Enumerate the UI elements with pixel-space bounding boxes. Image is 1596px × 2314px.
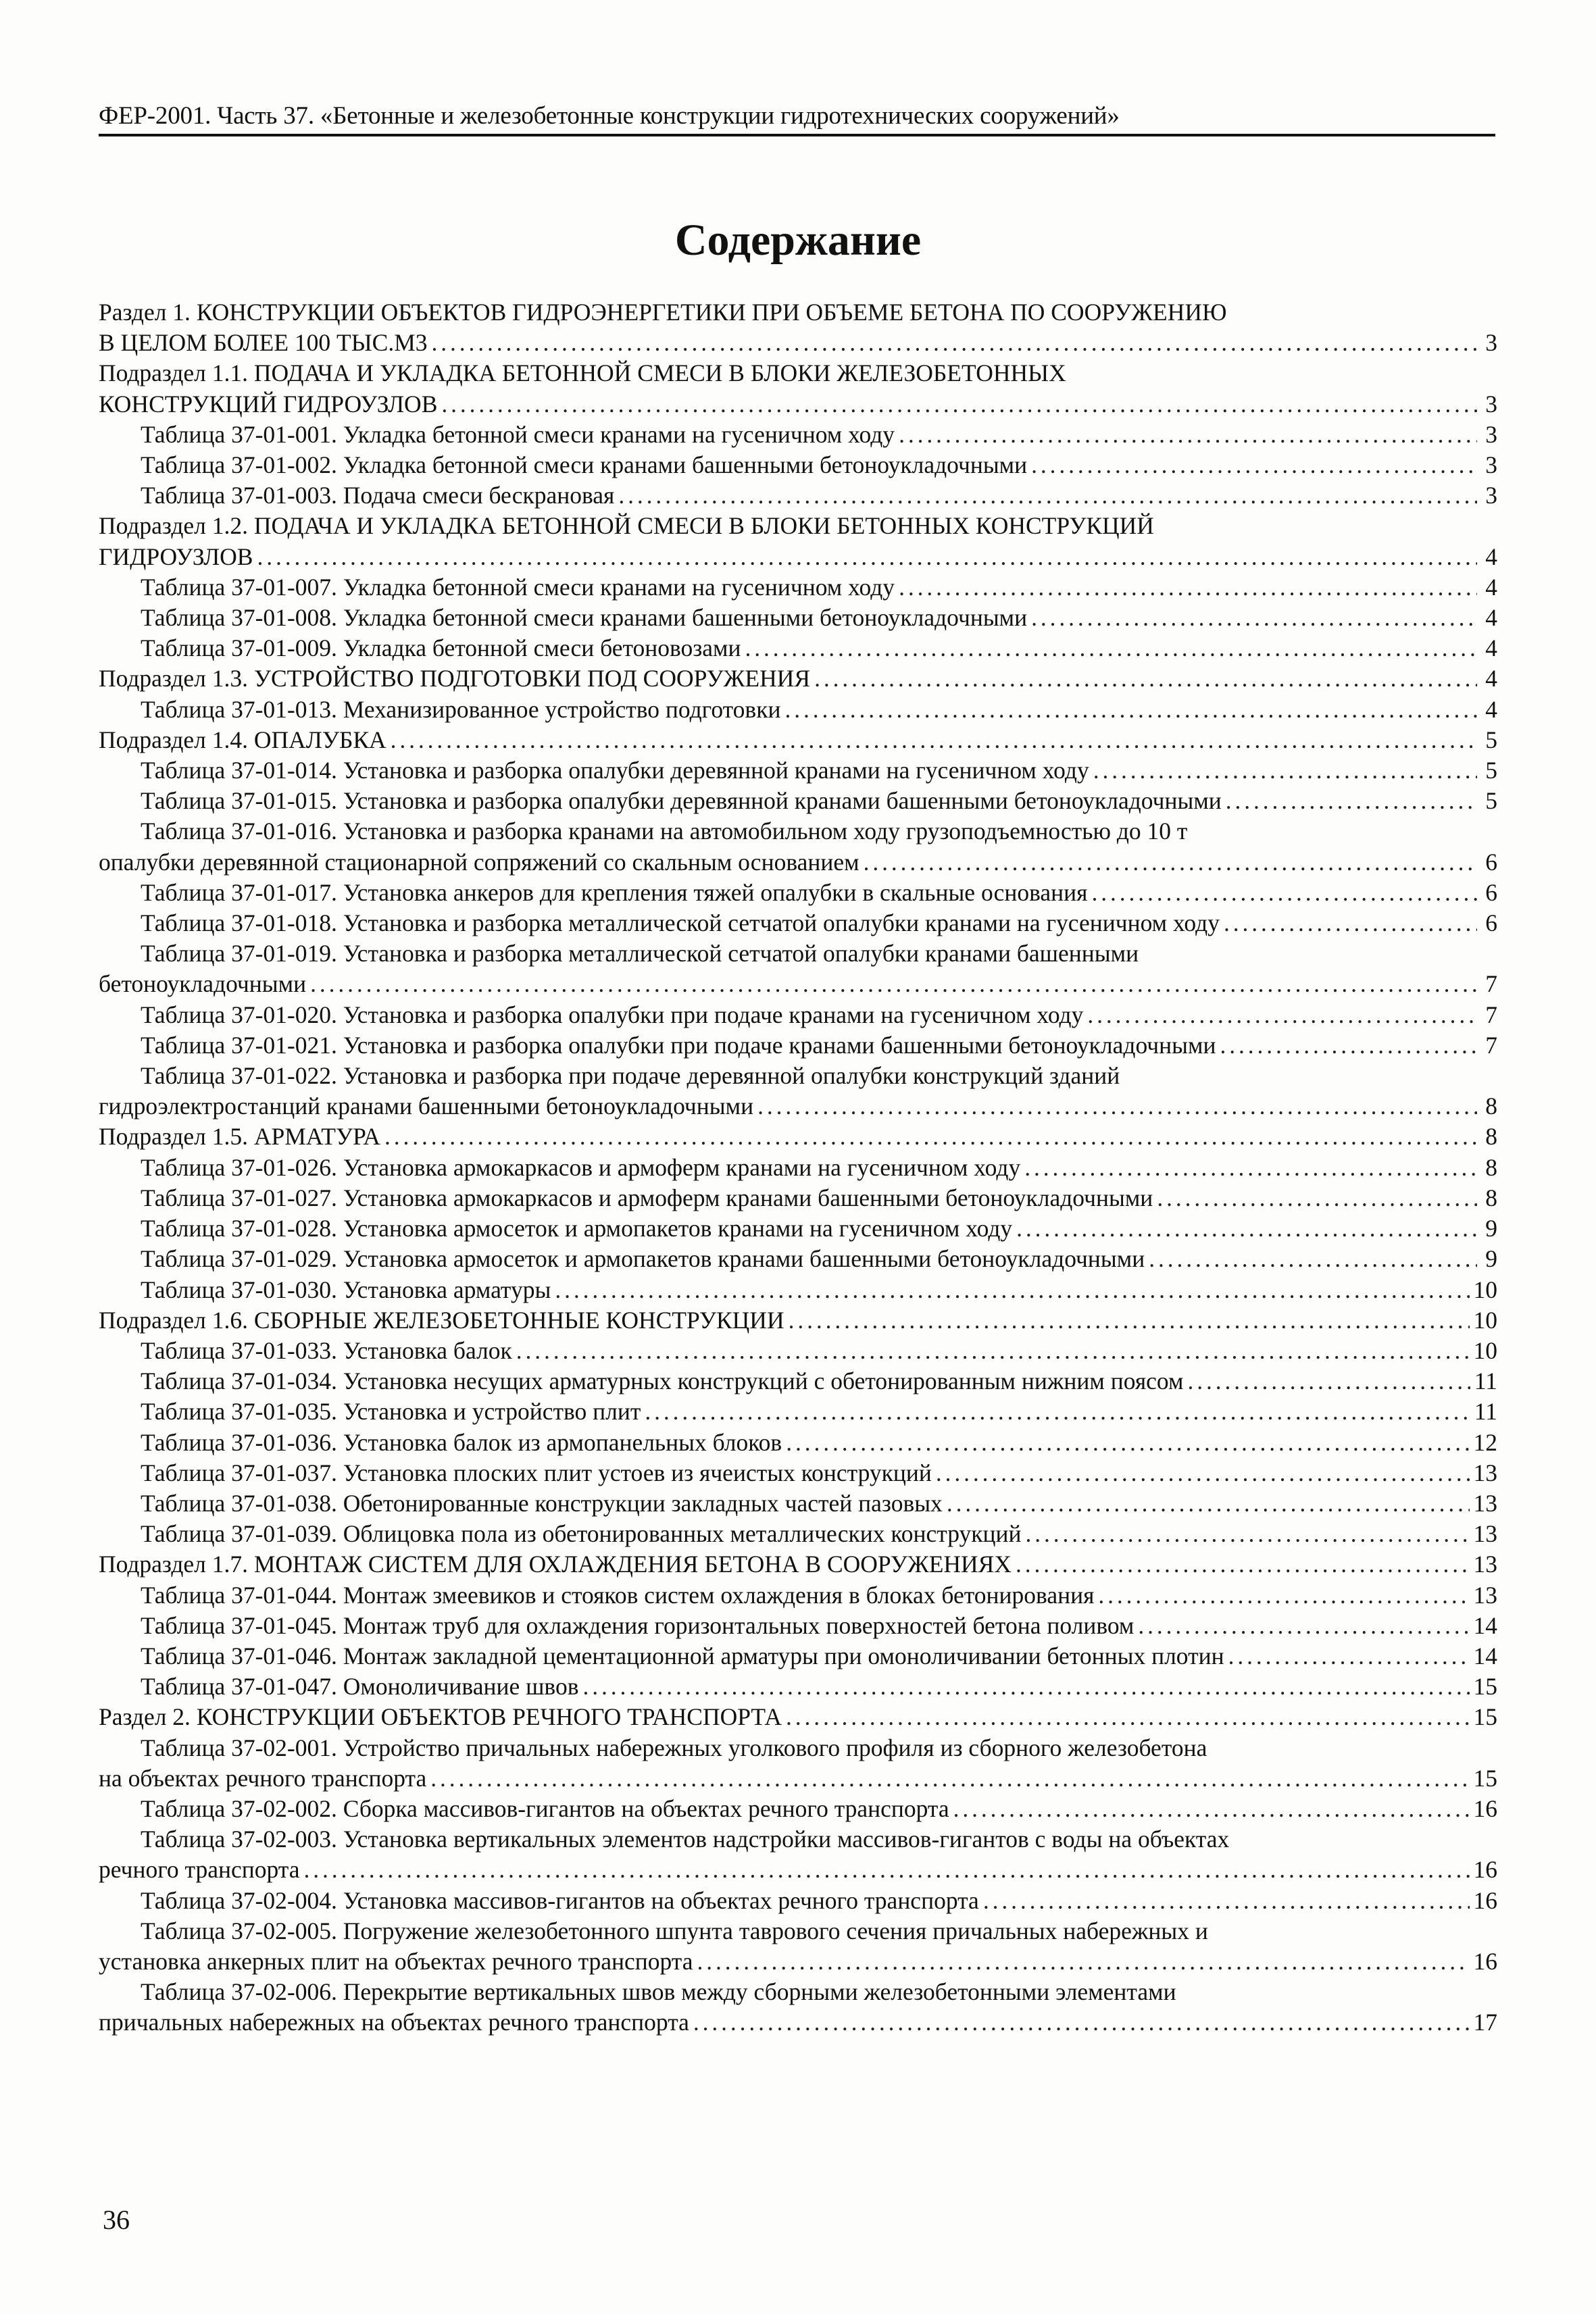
toc-entry[interactable]	[99, 572, 1497, 603]
dot-leader	[1024, 1153, 1477, 1183]
toc-entry[interactable]	[99, 1641, 1497, 1671]
toc-entry[interactable]	[99, 1305, 1497, 1336]
toc-entry[interactable]	[99, 816, 1497, 877]
toc-entry-label: КОНСТРУКЦИЙ ГИДРОУЗЛОВ	[99, 390, 438, 418]
toc-entry-label: на объектах речного транспорта	[99, 1764, 427, 1792]
toc-entry-label: Таблица 37-02-002. Сборка массивов-гигантов на объектах речного транспорта	[141, 1794, 949, 1822]
dot-leader	[953, 1794, 1470, 1824]
dot-leader	[1138, 1611, 1469, 1641]
dot-leader	[1087, 1000, 1477, 1030]
toc-page-number: 16	[1473, 1886, 1497, 1914]
toc-entry[interactable]	[99, 1397, 1497, 1427]
toc-page-number: 4	[1485, 573, 1497, 601]
toc-page-number: 6	[1485, 878, 1497, 906]
dot-leader	[1031, 603, 1477, 633]
dot-leader	[1228, 1641, 1470, 1671]
toc-entry[interactable]	[99, 1061, 1497, 1122]
toc-entry-label: Таблица 37-01-039. Облицовка пола из обетонированных металлических конструкций	[141, 1520, 1022, 1548]
toc-entry-label: Подраздел 1.4. ОПАЛУБКА	[99, 726, 386, 753]
dot-leader	[899, 572, 1477, 603]
toc-page-number: 13	[1473, 1520, 1497, 1548]
toc-entry-label: опалубки деревянной стационарной сопряжений со скальным основанием	[99, 848, 859, 876]
toc-entry-first-line: Таблица 37-02-005. Погружение железобетонного шпунта таврового сечения причальных набережных и	[141, 1917, 1208, 1944]
toc-entry-label: Таблица 37-01-002. Укладка бетонной смеси кранами башенными бетоноукладочными	[141, 451, 1028, 479]
toc-entry-label: причальных набережных на объектах речного транспорта	[99, 2009, 689, 2036]
toc-page-number: 7	[1485, 1031, 1497, 1059]
toc-page-number: 15	[1473, 1764, 1497, 1792]
toc-page-number: 10	[1473, 1336, 1497, 1364]
dot-leader	[303, 1855, 1469, 1885]
dot-leader	[582, 1671, 1469, 1702]
toc-entry[interactable]	[99, 1519, 1497, 1549]
dot-leader	[441, 389, 1477, 420]
toc-page-number: 4	[1485, 604, 1497, 632]
toc-page-number: 13	[1473, 1459, 1497, 1486]
toc-entry-label: Таблица 37-01-046. Монтаж закладной цементационной арматуры при омоноличивании бетонных плотин	[141, 1642, 1224, 1669]
dot-leader	[1016, 1549, 1470, 1580]
dot-leader	[786, 1702, 1470, 1732]
toc-page-number: 3	[1485, 390, 1497, 418]
toc-page-number: 8	[1485, 1153, 1497, 1181]
dot-leader	[516, 1336, 1470, 1366]
toc-page-number: 14	[1473, 1611, 1497, 1639]
toc-entry-first-line: Раздел 1. КОНСТРУКЦИИ ОБЪЕКТОВ ГИДРОЭНЕРГЕТИКИ ПРИ ОБЪЕМЕ БЕТОНА ПО СООРУЖЕНИЮ	[99, 299, 1227, 326]
toc-page-number: 9	[1485, 1215, 1497, 1242]
dot-leader	[430, 1763, 1469, 1794]
toc-entry-label: Таблица 37-01-017. Установка анкеров для крепления тяжей опалубки в скальные основания	[141, 878, 1088, 906]
toc-entry-label: Таблица 37-01-038. Обетонированные конструкции закладных частей пазовых	[141, 1489, 943, 1517]
toc-entry-label: Подраздел 1.3. УСТРОЙСТВО ПОДГОТОВКИ ПОД СООРУЖЕНИЯ	[99, 665, 811, 693]
toc-entry[interactable]	[99, 633, 1497, 663]
toc-page-number: 16	[1473, 1856, 1497, 1884]
dot-leader	[1224, 908, 1477, 938]
toc-page-number: 10	[1473, 1306, 1497, 1334]
toc-entry[interactable]	[99, 1244, 1497, 1274]
toc-entry-label: ГИДРОУЗЛОВ	[99, 543, 253, 570]
dot-leader	[814, 663, 1477, 694]
dot-leader	[257, 542, 1477, 572]
toc-entry[interactable]	[99, 450, 1497, 480]
toc-entry-label: Подраздел 1.6. СБОРНЫЕ ЖЕЛЕЗОБЕТОННЫЕ КОНСТРУКЦИИ	[99, 1306, 784, 1334]
dot-leader	[645, 1397, 1470, 1427]
toc-entry-label: Таблица 37-01-015. Установка и разборка опалубки деревянной кранами башенными бетоноукладочными	[141, 787, 1222, 815]
toc-page-number: 16	[1473, 1794, 1497, 1822]
toc-entry-label: Таблица 37-01-045. Монтаж труб для охлаждения горизонтальных поверхностей бетона поливом	[141, 1611, 1134, 1639]
toc-entry-label: Таблица 37-01-020. Установка и разборка опалубки при подаче кранами на гусеничном ходу	[141, 1001, 1084, 1028]
dot-leader	[555, 1275, 1469, 1305]
toc-entry-label: Таблица 37-01-018. Установка и разборка металлической сетчатой опалубки кранами на гусеничном ходу	[141, 909, 1220, 937]
toc-entry[interactable]	[99, 1977, 1497, 2038]
toc-page-number: 11	[1474, 1367, 1497, 1395]
toc-entry[interactable]	[99, 1702, 1497, 1732]
toc-entry[interactable]	[99, 603, 1497, 633]
toc-entry[interactable]	[99, 786, 1497, 816]
running-header: ФЕР-2001. Часть 37. «Бетонные и железобетонные конструкции гидротехнических сооружений»	[99, 102, 1120, 130]
toc-entry[interactable]	[99, 1366, 1497, 1397]
toc-page-number: 5	[1485, 726, 1497, 753]
toc-entry[interactable]	[99, 695, 1497, 725]
dot-leader	[757, 1091, 1477, 1122]
toc-entry-label: Таблица 37-01-013. Механизированное устройство подготовки	[141, 695, 781, 723]
toc-page-number: 13	[1473, 1581, 1497, 1609]
toc-page-number: 5	[1485, 787, 1497, 815]
toc-entry-label: Таблица 37-01-044. Монтаж змеевиков и стояков систем охлаждения в блоках бетонирования	[141, 1581, 1095, 1609]
toc-page-number: 13	[1473, 1551, 1497, 1578]
toc-page-number: 16	[1473, 1947, 1497, 1975]
toc-entry-first-line: Подраздел 1.1. ПОДАЧА И УКЛАДКА БЕТОННОЙ СМЕСИ В БЛОКИ ЖЕЛЕЗОБЕТОННЫХ	[99, 359, 1066, 387]
toc-entry[interactable]	[99, 1000, 1497, 1030]
toc-entry[interactable]	[99, 1275, 1497, 1305]
toc-entry[interactable]	[99, 1733, 1497, 1794]
page-number: 36	[103, 2205, 130, 2235]
dot-leader	[789, 1305, 1470, 1336]
toc-entry-label: Таблица 37-01-037. Установка плоских плит устоев из ячеистых конструкций	[141, 1459, 932, 1486]
toc-entry-label: Таблица 37-01-035. Установка и устройство плит	[141, 1398, 641, 1426]
toc-page-number: 3	[1485, 482, 1497, 509]
toc-entry-label: Таблица 37-01-027. Установка армокаркасов и армоферм кранами башенными бетоноукладочными	[141, 1184, 1153, 1211]
toc-entry-label: Таблица 37-01-003. Подача смеси бескрановая	[141, 482, 615, 509]
toc-page-number: 15	[1473, 1703, 1497, 1731]
toc-entry-first-line: Таблица 37-02-006. Перекрытие вертикальных швов между сборными железобетонными элементами	[141, 1978, 1176, 2006]
dot-leader	[786, 1428, 1469, 1458]
toc-page-number: 3	[1485, 329, 1497, 357]
dot-leader	[936, 1458, 1470, 1488]
toc-entry[interactable]	[99, 1183, 1497, 1213]
toc-page-number: 13	[1473, 1489, 1497, 1517]
dot-leader	[1187, 1366, 1470, 1397]
toc-entry[interactable]	[99, 938, 1497, 999]
dot-leader	[983, 1886, 1470, 1916]
dot-leader	[391, 725, 1477, 755]
toc-page-number: 8	[1485, 1092, 1497, 1120]
toc-entry[interactable]	[99, 1580, 1497, 1611]
toc-entry-label: речного транспорта	[99, 1856, 300, 1884]
toc-entry[interactable]	[99, 1886, 1497, 1916]
toc-entry[interactable]	[99, 1336, 1497, 1366]
toc-page-number: 3	[1485, 451, 1497, 479]
dot-leader	[1220, 1030, 1477, 1061]
toc-entry-label: установка анкерных плит на объектах речного транспорта	[99, 1947, 693, 1975]
toc-entry-label: Таблица 37-02-004. Установка массивов-гигантов на объектах речного транспорта	[141, 1886, 979, 1914]
toc-page-number: 4	[1485, 543, 1497, 570]
toc-entry-label: Подраздел 1.7. МОНТАЖ СИСТЕМ ДЛЯ ОХЛАЖДЕНИЯ БЕТОНА В СООРУЖЕНИЯХ	[99, 1551, 1012, 1578]
toc-entry[interactable]	[99, 908, 1497, 938]
dot-leader	[1026, 1519, 1470, 1549]
toc-entry[interactable]	[99, 663, 1497, 694]
toc-page-number: 10	[1473, 1276, 1497, 1303]
toc-entry-label: Таблица 37-01-026. Установка армокаркасов и армоферм кранами на гусеничном ходу	[141, 1153, 1021, 1181]
toc-entry[interactable]	[99, 1794, 1497, 1824]
dot-leader	[310, 969, 1477, 999]
toc-entry-first-line: Подраздел 1.2. ПОДАЧА И УКЛАДКА БЕТОННОЙ СМЕСИ В БЛОКИ БЕТОННЫХ КОНСТРУКЦИЙ	[99, 512, 1154, 540]
toc-page-number: 15	[1473, 1673, 1497, 1701]
toc-entry-first-line: Таблица 37-01-019. Установка и разборка металлической сетчатой опалубки кранами башенными	[141, 940, 1139, 967]
toc-entry[interactable]	[99, 1824, 1497, 1885]
toc-entry-label: Таблица 37-01-034. Установка несущих арматурных конструкций с обетонированным нижним поясом	[141, 1367, 1184, 1395]
dot-leader	[1226, 786, 1477, 816]
toc-page-number: 6	[1485, 909, 1497, 937]
toc-page-number: 8	[1485, 1184, 1497, 1211]
toc-page-number: 5	[1485, 757, 1497, 784]
toc-entry[interactable]	[99, 297, 1497, 358]
toc-page-number: 12	[1473, 1428, 1497, 1456]
toc-page-number: 8	[1485, 1123, 1497, 1151]
dot-leader	[693, 2007, 1470, 2038]
toc-entry[interactable]	[99, 1488, 1497, 1519]
toc-entry-first-line: Таблица 37-02-001. Устройство причальных набережных уголкового профиля из сборного железобетона	[141, 1734, 1207, 1761]
toc-page-number: 3	[1485, 420, 1497, 448]
toc-entry-label: гидроэлектростанций кранами башенными бетоноукладочными	[99, 1092, 754, 1120]
toc-entry[interactable]	[99, 1153, 1497, 1183]
toc-entry-label: Таблица 37-01-029. Установка армосеток и армопакетов кранами башенными бетоноукладочными	[141, 1245, 1145, 1273]
toc-entry[interactable]	[99, 480, 1497, 511]
toc-entry[interactable]	[99, 755, 1497, 786]
dot-leader	[1098, 1580, 1469, 1611]
toc-entry[interactable]	[99, 1030, 1497, 1061]
dot-leader	[1031, 450, 1477, 480]
toc-entry-label: Таблица 37-01-028. Установка армосеток и армопакетов кранами на гусеничном ходу	[141, 1215, 1013, 1242]
dot-leader	[899, 420, 1477, 450]
toc-entry-label: Таблица 37-01-001. Укладка бетонной смеси кранами на гусеничном ходу	[141, 420, 895, 448]
page-title: Содержание	[674, 216, 922, 265]
dot-leader	[864, 847, 1477, 878]
dot-leader	[1093, 755, 1477, 786]
toc-page-number: 7	[1485, 1001, 1497, 1028]
toc-page-number: 6	[1485, 848, 1497, 876]
toc-page-number: 4	[1485, 695, 1497, 723]
toc-entry-label: Таблица 37-01-021. Установка и разборка опалубки при подаче кранами башенными бетоноукладочными	[141, 1031, 1216, 1059]
toc-entry-label: Таблица 37-01-030. Установка арматуры	[141, 1276, 551, 1303]
toc-page-number: 4	[1485, 634, 1497, 662]
dot-leader	[745, 633, 1477, 663]
toc-entry-first-line: Таблица 37-01-016. Установка и разборка кранами на автомобильном ходу грузоподъемностью до 10 т	[141, 818, 1188, 845]
dot-leader	[1091, 878, 1477, 908]
dot-leader	[1157, 1183, 1477, 1213]
toc-entry[interactable]	[99, 358, 1497, 419]
toc-entry-label: В ЦЕЛОМ БОЛЕЕ 100 ТЫС.М3	[99, 329, 428, 357]
toc-entry-label: Раздел 2. КОНСТРУКЦИИ ОБЪЕКТОВ РЕЧНОГО ТРАНСПОРТА	[99, 1703, 782, 1731]
toc-entry[interactable]	[99, 1428, 1497, 1458]
toc-entry[interactable]	[99, 1213, 1497, 1244]
toc-page-number: 4	[1485, 665, 1497, 693]
dot-leader	[432, 328, 1477, 358]
toc-entry-label: Таблица 37-01-047. Омоноличивание швов	[141, 1673, 579, 1701]
toc-page-number: 9	[1485, 1245, 1497, 1273]
toc-entry[interactable]	[99, 1122, 1497, 1152]
toc-page-number: 7	[1485, 970, 1497, 998]
toc-entry[interactable]	[99, 1611, 1497, 1641]
toc-entry-label: Таблица 37-01-008. Укладка бетонной смеси кранами башенными бетоноукладочными	[141, 604, 1028, 632]
toc-entry-first-line: Таблица 37-01-022. Установка и разборка при подаче деревянной опалубки конструкций зданий	[141, 1062, 1120, 1090]
toc-entry-label: бетоноукладочными	[99, 970, 307, 998]
toc-entry[interactable]	[99, 1671, 1497, 1702]
toc-entry-label: Подраздел 1.5. АРМАТУРА	[99, 1123, 380, 1151]
toc-page-number: 11	[1474, 1398, 1497, 1426]
table-of-contents	[99, 297, 1497, 2038]
dot-leader	[697, 1946, 1470, 1977]
dot-leader	[384, 1122, 1477, 1152]
toc-entry[interactable]	[99, 1458, 1497, 1488]
dot-leader	[618, 480, 1477, 511]
toc-entry[interactable]	[99, 511, 1497, 572]
toc-entry[interactable]	[99, 420, 1497, 450]
toc-entry[interactable]	[99, 725, 1497, 755]
toc-entry-label: Таблица 37-01-033. Установка балок	[141, 1336, 512, 1364]
toc-entry[interactable]	[99, 1549, 1497, 1580]
dot-leader	[1149, 1244, 1477, 1274]
dot-leader	[1016, 1213, 1477, 1244]
toc-entry-label: Таблица 37-01-007. Укладка бетонной смеси кранами на гусеничном ходу	[141, 573, 895, 601]
dot-leader	[947, 1488, 1470, 1519]
toc-entry-label: Таблица 37-01-014. Установка и разборка опалубки деревянной кранами на гусеничном ходу	[141, 757, 1089, 784]
toc-entry-first-line: Таблица 37-02-003. Установка вертикальных элементов надстройки массивов-гигантов с воды на объектах	[141, 1826, 1230, 1853]
toc-page-number: 14	[1473, 1642, 1497, 1669]
header-rule	[99, 134, 1495, 136]
toc-entry-label: Таблица 37-01-009. Укладка бетонной смеси бетоновозами	[141, 634, 741, 662]
toc-entry[interactable]	[99, 1916, 1497, 1977]
toc-entry[interactable]	[99, 878, 1497, 908]
toc-page-number: 17	[1473, 2009, 1497, 2036]
toc-entry-label: Таблица 37-01-036. Установка балок из армопанельных блоков	[141, 1428, 782, 1456]
dot-leader	[784, 695, 1477, 725]
